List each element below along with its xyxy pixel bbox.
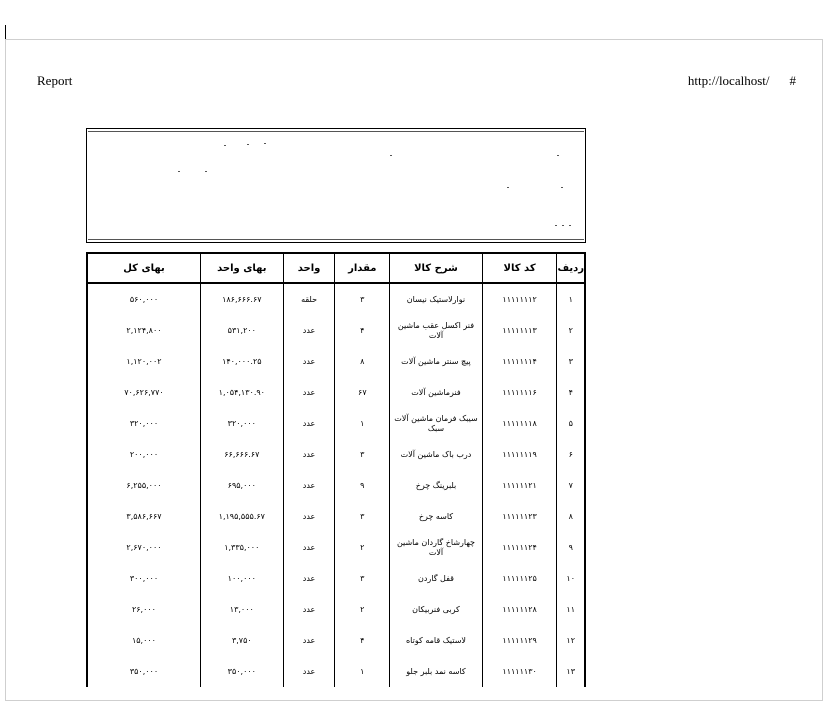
unit-price-cell: ۱۴۰,۰۰۰.۲۵ — [200, 346, 283, 377]
unit-cell: عدد — [283, 377, 335, 408]
item-code-cell: ۱۱۱۱۱۱۲۴ — [482, 532, 557, 563]
item-description-cell: کاسه چرخ — [390, 501, 483, 532]
unit-price-cell: ۶۶,۶۶۶.۶۷ — [200, 439, 283, 470]
item-code-cell: ۱۱۱۱۱۱۲۹ — [482, 625, 557, 656]
total-price-cell: ۲,۱۲۴,۸۰۰ — [87, 315, 200, 346]
item-code-cell: ۱۱۱۱۱۱۲۳ — [482, 501, 557, 532]
quantity-cell: ۴ — [335, 315, 390, 346]
column-header: بهای واحد — [200, 253, 283, 283]
faint-mark — [507, 187, 509, 188]
unit-price-cell: ۶۹۵,۰۰۰ — [200, 470, 283, 501]
column-header: مقدار — [335, 253, 390, 283]
row-number-cell: ۹ — [557, 532, 585, 563]
item-description-cell: فنر اکسل عقب ماشین آلات — [390, 315, 483, 346]
faint-mark — [561, 187, 563, 188]
table-header-row — [87, 253, 585, 283]
row-number-cell: ۱۰ — [557, 563, 585, 594]
item-description-cell: فنرماشین آلات — [390, 377, 483, 408]
unit-price-cell: ۱,۳۳۵,۰۰۰ — [200, 532, 283, 563]
quantity-cell: ۲ — [335, 532, 390, 563]
item-code-cell: ۱۱۱۱۱۱۱۹ — [482, 439, 557, 470]
table-row — [87, 501, 585, 532]
unit-cell: عدد — [283, 408, 335, 439]
unit-cell: عدد — [283, 439, 335, 470]
quantity-cell: ۱ — [335, 408, 390, 439]
table-row — [87, 532, 585, 563]
table-row — [87, 563, 585, 594]
column-header: بهای کل — [87, 253, 200, 283]
total-price-cell: ۳,۵۸۶,۶۶۷ — [87, 501, 200, 532]
row-number-cell: ۱۱ — [557, 594, 585, 625]
table-row — [87, 439, 585, 470]
table-row — [87, 283, 585, 315]
row-number-cell: ۴ — [557, 377, 585, 408]
unit-price-cell: ۵۳۱,۲۰۰ — [200, 315, 283, 346]
item-code-cell: ۱۱۱۱۱۱۲۵ — [482, 563, 557, 594]
unit-price-cell: ۳۵۰,۰۰۰ — [200, 656, 283, 687]
faint-mark — [247, 144, 249, 145]
faint-mark — [557, 155, 559, 156]
item-code-cell: ۱۱۱۱۱۱۱۴ — [482, 346, 557, 377]
item-code-cell: ۱۱۱۱۱۱۳۰ — [482, 656, 557, 687]
total-price-cell: ۳۲۰,۰۰۰ — [87, 408, 200, 439]
unit-cell: عدد — [283, 563, 335, 594]
items-table — [86, 252, 586, 687]
unit-cell: حلقه — [283, 283, 335, 315]
invoice-header-box — [86, 128, 586, 243]
unit-cell: عدد — [283, 656, 335, 687]
quantity-cell: ۱ — [335, 656, 390, 687]
unit-cell: عدد — [283, 346, 335, 377]
unit-price-cell: ۱۰۰,۰۰۰ — [200, 563, 283, 594]
unit-cell: عدد — [283, 532, 335, 563]
faint-mark — [569, 225, 571, 226]
item-description-cell: قفل گاردن — [390, 563, 483, 594]
hash-text: # — [789, 73, 796, 88]
row-number-cell: ۲ — [557, 315, 585, 346]
unit-price-cell: ۳۲۰,۰۰۰ — [200, 408, 283, 439]
item-description-cell: کربی فنربیکان — [390, 594, 483, 625]
item-code-cell: ۱۱۱۱۱۱۲۸ — [482, 594, 557, 625]
table-row — [87, 625, 585, 656]
quantity-cell: ۹ — [335, 470, 390, 501]
quantity-cell: ۶۷ — [335, 377, 390, 408]
item-description-cell: درب باک ماشین آلات — [390, 439, 483, 470]
unit-price-cell: ۱۳,۰۰۰ — [200, 594, 283, 625]
total-price-cell: ۳۰۰,۰۰۰ — [87, 563, 200, 594]
faint-mark — [224, 145, 226, 146]
column-header: واحد — [283, 253, 335, 283]
faint-mark — [178, 171, 180, 172]
page-url — [688, 73, 796, 89]
quantity-cell: ۳ — [335, 563, 390, 594]
item-description-cell: نوارلاستیک نیسان — [390, 283, 483, 315]
url-text: http://localhost/ — [687, 73, 770, 88]
row-number-cell: ۱۳ — [557, 656, 585, 687]
item-code-cell: ۱۱۱۱۱۱۱۲ — [482, 283, 557, 315]
table-row — [87, 470, 585, 501]
faint-mark — [562, 225, 564, 226]
total-price-cell: ۶,۲۵۵,۰۰۰ — [87, 470, 200, 501]
item-code-cell: ۱۱۱۱۱۱۱۸ — [482, 408, 557, 439]
table-row — [87, 377, 585, 408]
unit-cell: عدد — [283, 501, 335, 532]
row-number-cell: ۷ — [557, 470, 585, 501]
total-price-cell: ۱,۱۲۰,۰۰۲ — [87, 346, 200, 377]
total-price-cell: ۳۵۰,۰۰۰ — [87, 656, 200, 687]
unit-price-cell: ۱,۰۵۴,۱۳۰.۹۰ — [200, 377, 283, 408]
item-description-cell: پیچ سنتر ماشین آلات — [390, 346, 483, 377]
table-row — [87, 315, 585, 346]
unit-cell: عدد — [283, 470, 335, 501]
item-description-cell: لاستیک قامه کوتاه — [390, 625, 483, 656]
report-title: Report — [37, 73, 73, 88]
column-header: ردیف — [557, 253, 585, 283]
faint-mark — [555, 225, 557, 226]
faint-mark — [390, 155, 392, 156]
unit-cell: عدد — [283, 594, 335, 625]
item-code-cell: ۱۱۱۱۱۱۲۱ — [482, 470, 557, 501]
table-row — [87, 594, 585, 625]
row-number-cell: ۳ — [557, 346, 585, 377]
item-description-cell: کاسه نمد بلبر جلو — [390, 656, 483, 687]
row-number-cell: ۸ — [557, 501, 585, 532]
column-header: شرح کالا — [390, 253, 483, 283]
item-code-cell: ۱۱۱۱۱۱۱۳ — [482, 315, 557, 346]
total-price-cell: ۲۶,۰۰۰ — [87, 594, 200, 625]
row-number-cell: ۶ — [557, 439, 585, 470]
unit-price-cell: ۱۸۶,۶۶۶.۶۷ — [200, 283, 283, 315]
item-description-cell: چهارشاخ گاردان ماشین آلات — [390, 532, 483, 563]
report-page — [5, 39, 823, 701]
faint-mark — [264, 143, 266, 144]
column-header: کد کالا — [482, 253, 557, 283]
quantity-cell: ۳ — [335, 501, 390, 532]
table-row — [87, 656, 585, 687]
quantity-cell: ۳ — [335, 439, 390, 470]
quantity-cell: ۸ — [335, 346, 390, 377]
total-price-cell: ۲۰۰,۰۰۰ — [87, 439, 200, 470]
quantity-cell: ۲ — [335, 594, 390, 625]
item-description-cell: سیبک فرمان ماشین آلات سبک — [390, 408, 483, 439]
unit-cell: عدد — [283, 625, 335, 656]
unit-cell: عدد — [283, 315, 335, 346]
total-price-cell: ۵۶۰,۰۰۰ — [87, 283, 200, 315]
row-number-cell: ۱ — [557, 283, 585, 315]
total-price-cell: ۲,۶۷۰,۰۰۰ — [87, 532, 200, 563]
quantity-cell: ۳ — [335, 283, 390, 315]
total-price-cell: ۱۵,۰۰۰ — [87, 625, 200, 656]
quantity-cell: ۴ — [335, 625, 390, 656]
total-price-cell: ۷۰,۶۲۶,۷۷۰ — [87, 377, 200, 408]
item-description-cell: بلبرینگ چرخ — [390, 470, 483, 501]
table-row — [87, 408, 585, 439]
unit-price-cell: ۳,۷۵۰ — [200, 625, 283, 656]
unit-price-cell: ۱,۱۹۵,۵۵۵.۶۷ — [200, 501, 283, 532]
row-number-cell: ۵ — [557, 408, 585, 439]
item-code-cell: ۱۱۱۱۱۱۱۶ — [482, 377, 557, 408]
table-row — [87, 346, 585, 377]
row-number-cell: ۱۲ — [557, 625, 585, 656]
faint-mark — [205, 171, 207, 172]
